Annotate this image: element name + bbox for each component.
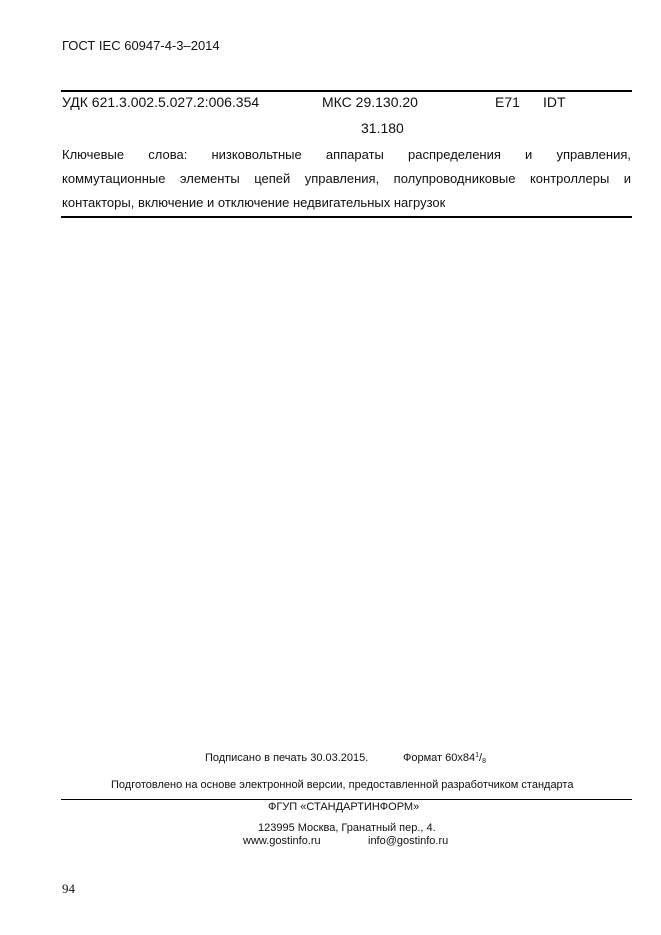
keywords-line: коммутационные элементы цепей управления, полупроводниковые контроллеры и — [62, 171, 631, 186]
keywords-line: Ключевые слова: низковольтные аппараты распределения и управления, — [62, 147, 631, 162]
signed-date: Подписано в печать 30.03.2015. — [205, 752, 369, 764]
udk-code: УДК 621.3.002.5.027.2:006.354 — [62, 94, 260, 110]
format-numerator: 1 — [475, 752, 480, 759]
keywords-line: контакторы, включение и отключение недвигательных нагрузок — [62, 195, 446, 210]
keywords-divider — [61, 216, 632, 218]
publisher-website[interactable]: www.gostinfo.ru — [243, 835, 321, 847]
page-number: 94 — [62, 881, 75, 896]
equivalence-degree: IDT — [543, 94, 566, 110]
keywords-block — [62, 143, 631, 215]
top-divider — [61, 90, 632, 92]
footer-divider — [61, 799, 632, 800]
document-code: ГОСТ IEC 60947-4-3–2014 — [62, 38, 220, 53]
publisher-name: ФГУП «СТАНДАРТИНФОРМ» — [268, 801, 420, 813]
format-denominator: 8 — [482, 758, 486, 765]
mks-code-secondary: 31.180 — [361, 120, 404, 136]
paper-format: Формат $60х84^1/_8$ — [403, 752, 486, 765]
publisher-address: 123995 Москва, Гранатный пер., 4. — [258, 822, 436, 834]
mks-code: МКС 29.130.20 — [322, 94, 418, 110]
prepared-note: Подготовлено на основе электронной версии, предоставленной разработчиком стандарта — [111, 779, 574, 791]
publisher-email[interactable]: info@gostinfo.ru — [368, 835, 449, 847]
format-prefix: Формат 60х84 — [403, 752, 476, 764]
okp-code: E71 — [495, 94, 520, 110]
